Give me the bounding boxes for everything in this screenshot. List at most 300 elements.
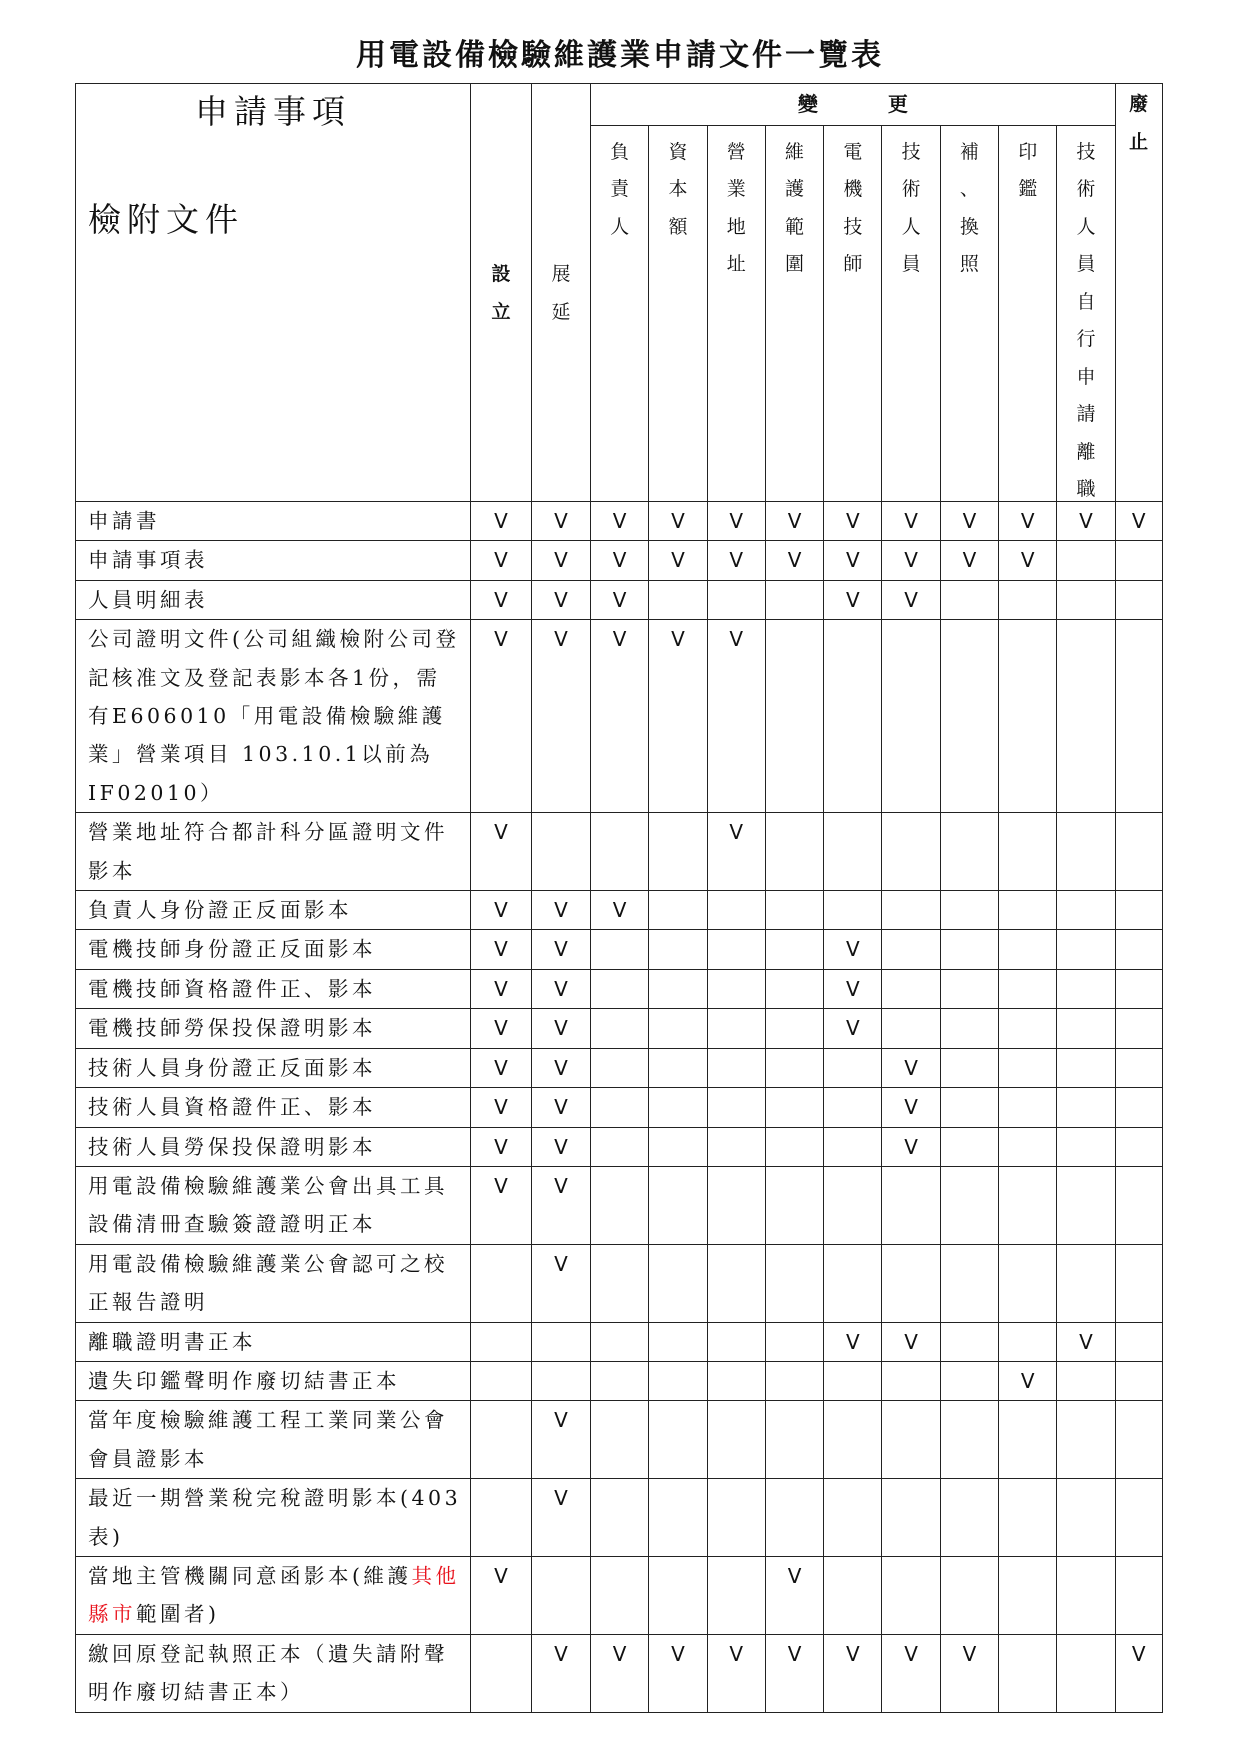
- requirement-cell: [1057, 620, 1115, 813]
- document-name-cell: 用電設備檢驗維護業公會認可之校正報告證明: [76, 1244, 471, 1322]
- change-column-header: [765, 125, 823, 501]
- corner-header-cell: [76, 84, 471, 502]
- requirement-cell: [882, 1634, 940, 1712]
- check-mark-icon: V: [494, 937, 508, 962]
- check-mark-icon: V: [494, 976, 508, 1001]
- check-mark-icon: V: [962, 509, 977, 533]
- table-row: [76, 813, 1163, 891]
- requirement-cell: [940, 1322, 998, 1361]
- document-name-cell: 申請書: [76, 502, 471, 541]
- check-mark-icon: V: [554, 1251, 568, 1276]
- requirement-cell: [765, 1361, 823, 1400]
- vertical-char: 維: [785, 140, 805, 163]
- required-documents-table: [75, 83, 1163, 1713]
- vertical-char: 展: [551, 263, 571, 285]
- table-row: [76, 620, 1163, 813]
- check-mark-icon: V: [554, 509, 568, 533]
- requirement-cell: [940, 969, 998, 1008]
- requirement-cell: [999, 969, 1057, 1008]
- extend-header: [532, 84, 591, 502]
- attached-documents-header: 檢附文件: [88, 200, 244, 239]
- check-mark-icon: V: [962, 548, 977, 573]
- requirement-cell: [532, 580, 591, 619]
- requirement-cell: [824, 580, 882, 619]
- table-row: [76, 1048, 1163, 1087]
- check-mark-icon: V: [845, 1016, 860, 1041]
- requirement-cell: [591, 502, 649, 541]
- vertical-char: 人: [901, 215, 921, 238]
- requirement-cell: [707, 1322, 765, 1361]
- check-mark-icon: V: [554, 976, 568, 1001]
- requirement-cell: [649, 813, 707, 891]
- change-column-header: [591, 125, 649, 501]
- requirement-cell: [824, 1166, 882, 1244]
- requirement-cell: [707, 1244, 765, 1322]
- requirement-cell: [649, 1361, 707, 1400]
- check-mark-icon: V: [612, 898, 627, 923]
- requirement-cell: [824, 1401, 882, 1479]
- requirement-cell: [591, 930, 649, 969]
- requirement-cell: [532, 541, 591, 580]
- requirement-cell: [882, 541, 940, 580]
- requirement-cell: [824, 813, 882, 891]
- requirement-cell: [1057, 541, 1115, 580]
- application-item-header: 申請事項: [195, 92, 351, 131]
- vertical-char: 址: [726, 253, 746, 276]
- check-mark-icon: V: [554, 1016, 568, 1041]
- table-row: [76, 1009, 1163, 1048]
- requirement-cell: [1057, 1048, 1115, 1087]
- requirement-cell: [532, 502, 591, 541]
- change-column-header: [1057, 125, 1115, 501]
- requirement-cell: [1115, 502, 1162, 541]
- check-mark-icon: V: [1131, 509, 1146, 533]
- check-mark-icon: V: [904, 1095, 918, 1120]
- requirement-cell: [532, 813, 591, 891]
- check-mark-icon: V: [845, 587, 860, 612]
- check-mark-icon: V: [554, 1173, 568, 1198]
- change-column-header-text: [999, 126, 1056, 494]
- requirement-cell: [824, 1048, 882, 1087]
- requirement-cell: [1115, 930, 1162, 969]
- requirement-cell: [1057, 1166, 1115, 1244]
- vertical-char: 、: [959, 178, 979, 201]
- vertical-char: 負: [610, 140, 630, 163]
- requirement-cell: [649, 1244, 707, 1322]
- requirement-cell: [824, 1322, 882, 1361]
- check-mark-icon: V: [904, 587, 918, 612]
- requirement-cell: [999, 1244, 1057, 1322]
- check-mark-icon: V: [494, 587, 508, 612]
- requirement-cell: [999, 1361, 1057, 1400]
- requirement-cell: [940, 541, 998, 580]
- change-column-header-text: [882, 126, 939, 494]
- vertical-char: 延: [551, 300, 571, 323]
- establish-header: [471, 84, 532, 502]
- requirement-cell: [765, 1088, 823, 1127]
- requirement-cell: [999, 1127, 1057, 1166]
- requirement-cell: [471, 1088, 532, 1127]
- document-name-cell: 營業地址符合都計科分區證明文件影本: [76, 813, 471, 891]
- document-name-cell: 電機技師身份證正反面影本: [76, 930, 471, 969]
- document-name-text: 範圍者): [136, 1602, 220, 1627]
- check-mark-icon: V: [962, 1641, 977, 1666]
- requirement-cell: [824, 620, 882, 813]
- requirement-cell: [532, 1048, 591, 1087]
- change-column-header: [707, 125, 765, 501]
- requirement-cell: [999, 580, 1057, 619]
- change-column-header: [824, 125, 882, 501]
- requirement-cell: [471, 1322, 532, 1361]
- requirement-cell: [882, 1361, 940, 1400]
- requirement-cell: [707, 1127, 765, 1166]
- requirement-cell: [1057, 1634, 1115, 1712]
- vertical-char: 補: [959, 140, 979, 163]
- requirement-cell: [1057, 502, 1115, 541]
- requirement-cell: [471, 1244, 532, 1322]
- requirement-cell: [824, 1009, 882, 1048]
- requirement-cell: [532, 969, 591, 1008]
- requirement-cell: [707, 502, 765, 541]
- requirement-cell: [1115, 1556, 1162, 1634]
- requirement-cell: [940, 1479, 998, 1557]
- table-row: [76, 1322, 1163, 1361]
- requirement-cell: [882, 1322, 940, 1361]
- check-mark-icon: V: [787, 1641, 802, 1666]
- document-name-cell: 技術人員勞保投保證明影本: [76, 1127, 471, 1166]
- requirement-cell: [765, 930, 823, 969]
- vertical-char: 責: [610, 178, 630, 201]
- vertical-char: 設: [491, 263, 511, 285]
- change-group-header: [591, 84, 1116, 126]
- requirement-cell: [471, 891, 532, 930]
- document-name-cell: 人員明細表: [76, 580, 471, 619]
- requirement-cell: [649, 580, 707, 619]
- check-mark-icon: V: [1020, 509, 1035, 533]
- requirement-cell: [1115, 1479, 1162, 1557]
- requirement-cell: [765, 1166, 823, 1244]
- requirement-cell: [1115, 1127, 1162, 1166]
- check-mark-icon: V: [554, 937, 568, 962]
- document-name-cell: 公司證明文件(公司組織檢附公司登記核准文及登記表影本各1份，需有E606010「用電設備檢驗維護業」營業項目 103.10.1以前為IF02010）: [76, 620, 471, 813]
- requirement-cell: [591, 1244, 649, 1322]
- check-mark-icon: V: [904, 1641, 918, 1666]
- change-column-header: [999, 125, 1057, 501]
- vertical-char: 廢: [1129, 93, 1149, 115]
- requirement-cell: [591, 813, 649, 891]
- requirement-cell: [591, 1127, 649, 1166]
- requirement-cell: [765, 1556, 823, 1634]
- change-column-header-text: [591, 126, 648, 494]
- requirement-cell: [1057, 930, 1115, 969]
- document-name-cell: 遺失印鑑聲明作廢切結書正本: [76, 1361, 471, 1400]
- check-mark-icon: V: [1131, 1641, 1146, 1666]
- requirement-cell: [1057, 1479, 1115, 1557]
- check-mark-icon: V: [787, 1563, 802, 1588]
- requirement-cell: [649, 1166, 707, 1244]
- requirement-cell: [532, 1166, 591, 1244]
- change-group-left: 變: [797, 92, 818, 116]
- requirement-cell: [649, 620, 707, 813]
- check-mark-icon: V: [904, 1134, 918, 1159]
- requirement-cell: [471, 1479, 532, 1557]
- requirement-cell: [824, 891, 882, 930]
- requirement-cell: [532, 1088, 591, 1127]
- requirement-cell: [765, 969, 823, 1008]
- requirement-cell: [940, 1127, 998, 1166]
- vertical-char: 鑑: [1018, 178, 1038, 201]
- requirement-cell: [824, 969, 882, 1008]
- requirement-cell: [1115, 1361, 1162, 1400]
- check-mark-icon: V: [494, 898, 508, 923]
- requirement-cell: [649, 502, 707, 541]
- check-mark-icon: V: [494, 1055, 508, 1080]
- requirement-cell: [1057, 580, 1115, 619]
- vertical-char: 技: [843, 215, 863, 238]
- requirement-cell: [940, 580, 998, 619]
- check-mark-icon: V: [729, 509, 744, 533]
- requirement-cell: [824, 1244, 882, 1322]
- vertical-char: 額: [668, 215, 688, 238]
- requirement-cell: [824, 541, 882, 580]
- requirement-cell: [591, 1088, 649, 1127]
- check-mark-icon: V: [494, 1173, 508, 1198]
- check-mark-icon: V: [904, 1055, 918, 1080]
- requirement-cell: [707, 891, 765, 930]
- requirement-cell: [471, 1127, 532, 1166]
- requirement-cell: [882, 1479, 940, 1557]
- check-mark-icon: V: [845, 1641, 860, 1666]
- check-mark-icon: V: [612, 627, 627, 652]
- requirement-cell: [765, 1048, 823, 1087]
- change-column-header: [649, 125, 707, 501]
- requirement-cell: [824, 1127, 882, 1166]
- document-name-cell: 當年度檢驗維護工程工業同業公會會員證影本: [76, 1401, 471, 1479]
- check-mark-icon: V: [494, 1016, 508, 1041]
- requirement-cell: [940, 1088, 998, 1127]
- requirement-cell: [999, 620, 1057, 813]
- check-mark-icon: V: [671, 509, 685, 533]
- check-mark-icon: V: [1079, 1329, 1093, 1354]
- check-mark-icon: V: [612, 1641, 627, 1666]
- requirement-cell: [532, 620, 591, 813]
- check-mark-icon: V: [1020, 548, 1035, 573]
- requirement-cell: [882, 813, 940, 891]
- vertical-char: 機: [843, 178, 863, 201]
- check-mark-icon: V: [494, 1563, 508, 1588]
- check-mark-icon: V: [787, 548, 802, 573]
- requirement-cell: [532, 1361, 591, 1400]
- requirement-cell: [1115, 620, 1162, 813]
- requirement-cell: [882, 620, 940, 813]
- requirement-cell: [707, 930, 765, 969]
- vertical-char: 師: [843, 253, 863, 276]
- check-mark-icon: V: [612, 587, 627, 612]
- vertical-char: 請: [1076, 403, 1096, 426]
- vertical-char: 換: [959, 215, 979, 238]
- check-mark-icon: V: [729, 548, 744, 573]
- vertical-char: 資: [668, 140, 688, 163]
- requirement-cell: [940, 1634, 998, 1712]
- extend-header-text: [532, 84, 590, 331]
- check-mark-icon: V: [845, 548, 860, 573]
- requirement-cell: [765, 813, 823, 891]
- requirement-cell: [940, 1244, 998, 1322]
- vertical-char: 職: [1076, 478, 1096, 501]
- requirement-cell: [707, 969, 765, 1008]
- requirement-cell: [999, 1401, 1057, 1479]
- requirement-cell: [824, 502, 882, 541]
- check-mark-icon: V: [904, 509, 918, 533]
- requirement-cell: [1057, 969, 1115, 1008]
- check-mark-icon: V: [612, 509, 627, 533]
- document-name-cell: 電機技師資格證件正、影本: [76, 969, 471, 1008]
- requirement-cell: [471, 813, 532, 891]
- table-row: [76, 1244, 1163, 1322]
- vertical-char: 照: [959, 253, 979, 276]
- requirement-cell: [1115, 1401, 1162, 1479]
- requirement-cell: [882, 502, 940, 541]
- requirement-cell: [824, 1634, 882, 1712]
- requirement-cell: [707, 1009, 765, 1048]
- requirement-cell: [882, 1244, 940, 1322]
- requirement-cell: [1115, 1048, 1162, 1087]
- requirement-cell: [649, 969, 707, 1008]
- check-mark-icon: V: [1079, 509, 1093, 533]
- requirement-cell: [649, 1127, 707, 1166]
- check-mark-icon: V: [845, 1329, 860, 1354]
- check-mark-icon: V: [787, 509, 802, 533]
- document-name-cell: 用電設備檢驗維護業公會出具工具設備清冊查驗簽證證明正本: [76, 1166, 471, 1244]
- requirement-cell: [707, 1401, 765, 1479]
- requirement-cell: [707, 541, 765, 580]
- requirement-cell: [824, 930, 882, 969]
- requirement-cell: [471, 541, 532, 580]
- requirement-cell: [471, 1556, 532, 1634]
- requirement-cell: [882, 1088, 940, 1127]
- check-mark-icon: V: [494, 820, 508, 845]
- requirement-cell: [471, 1361, 532, 1400]
- requirement-cell: [1115, 1634, 1162, 1712]
- document-name-cell: 電機技師勞保投保證明影本: [76, 1009, 471, 1048]
- requirement-cell: [1057, 1556, 1115, 1634]
- requirement-cell: [824, 1088, 882, 1127]
- requirement-cell: [649, 1009, 707, 1048]
- requirement-cell: [999, 541, 1057, 580]
- vertical-char: 技: [901, 140, 921, 163]
- requirement-cell: [591, 1556, 649, 1634]
- table-row: [76, 1479, 1163, 1557]
- requirement-cell: [940, 1009, 998, 1048]
- requirement-cell: [649, 1048, 707, 1087]
- requirement-cell: [591, 580, 649, 619]
- requirement-cell: [649, 1322, 707, 1361]
- document-name-cell: 技術人員身份證正反面影本: [76, 1048, 471, 1087]
- highlighted-text: 其他縣市: [88, 1563, 460, 1627]
- check-mark-icon: V: [494, 1095, 508, 1120]
- table-row: [76, 891, 1163, 930]
- requirement-cell: [532, 891, 591, 930]
- requirement-cell: [471, 502, 532, 541]
- requirement-cell: [707, 1634, 765, 1712]
- vertical-char: 術: [1076, 178, 1096, 201]
- requirement-cell: [649, 1556, 707, 1634]
- requirement-cell: [999, 1634, 1057, 1712]
- requirement-cell: [1115, 813, 1162, 891]
- vertical-char: 自: [1076, 290, 1096, 313]
- requirement-cell: [707, 1361, 765, 1400]
- requirement-cell: [591, 1048, 649, 1087]
- vertical-char: 印: [1018, 140, 1038, 163]
- vertical-char: 立: [491, 300, 511, 323]
- vertical-char: 地: [726, 215, 746, 238]
- change-column-header: [940, 125, 998, 501]
- change-column-header-text: [649, 126, 706, 494]
- vertical-char: 人: [610, 215, 630, 238]
- requirement-cell: [999, 1009, 1057, 1048]
- requirement-cell: [882, 1556, 940, 1634]
- requirement-cell: [649, 930, 707, 969]
- requirement-cell: [591, 1322, 649, 1361]
- requirement-cell: [882, 930, 940, 969]
- requirement-cell: [940, 1401, 998, 1479]
- requirement-cell: [591, 1166, 649, 1244]
- requirement-cell: [999, 1322, 1057, 1361]
- vertical-char: 離: [1076, 440, 1096, 463]
- requirement-cell: [882, 891, 940, 930]
- requirement-cell: [1057, 1088, 1115, 1127]
- requirement-cell: [824, 1556, 882, 1634]
- requirement-cell: [591, 1401, 649, 1479]
- document-name-cell: 最近一期營業稅完稅證明影本(403表): [76, 1479, 471, 1557]
- requirement-cell: [471, 1009, 532, 1048]
- vertical-char: 營: [726, 140, 746, 163]
- requirement-cell: [765, 1127, 823, 1166]
- requirement-cell: [940, 1166, 998, 1244]
- requirement-cell: [765, 891, 823, 930]
- table-row: [76, 1127, 1163, 1166]
- vertical-char: 員: [1076, 253, 1096, 276]
- requirement-cell: [1057, 1322, 1115, 1361]
- requirement-cell: [1057, 1361, 1115, 1400]
- requirement-cell: [707, 1556, 765, 1634]
- requirement-cell: [765, 1322, 823, 1361]
- vertical-char: 技: [1076, 140, 1096, 163]
- check-mark-icon: V: [904, 1329, 918, 1354]
- table-row: [76, 541, 1163, 580]
- requirement-cell: [591, 891, 649, 930]
- change-column-header-text: [824, 126, 881, 494]
- document-name-cell: [76, 1556, 471, 1634]
- requirement-cell: [1115, 580, 1162, 619]
- table-row: [76, 502, 1163, 541]
- change-column-header-text: [766, 126, 823, 494]
- check-mark-icon: V: [671, 1641, 685, 1666]
- requirement-cell: [940, 891, 998, 930]
- requirement-cell: [765, 502, 823, 541]
- requirement-cell: [1115, 891, 1162, 930]
- requirement-cell: [940, 620, 998, 813]
- document-name-text: 當地主管機關同意函影本(維護: [88, 1563, 412, 1588]
- requirement-cell: [532, 1556, 591, 1634]
- requirement-cell: [999, 930, 1057, 969]
- requirement-cell: [882, 969, 940, 1008]
- requirement-cell: [707, 1048, 765, 1087]
- requirement-cell: [940, 1361, 998, 1400]
- requirement-cell: [649, 891, 707, 930]
- document-name-cell: 申請事項表: [76, 541, 471, 580]
- table-row: [76, 1166, 1163, 1244]
